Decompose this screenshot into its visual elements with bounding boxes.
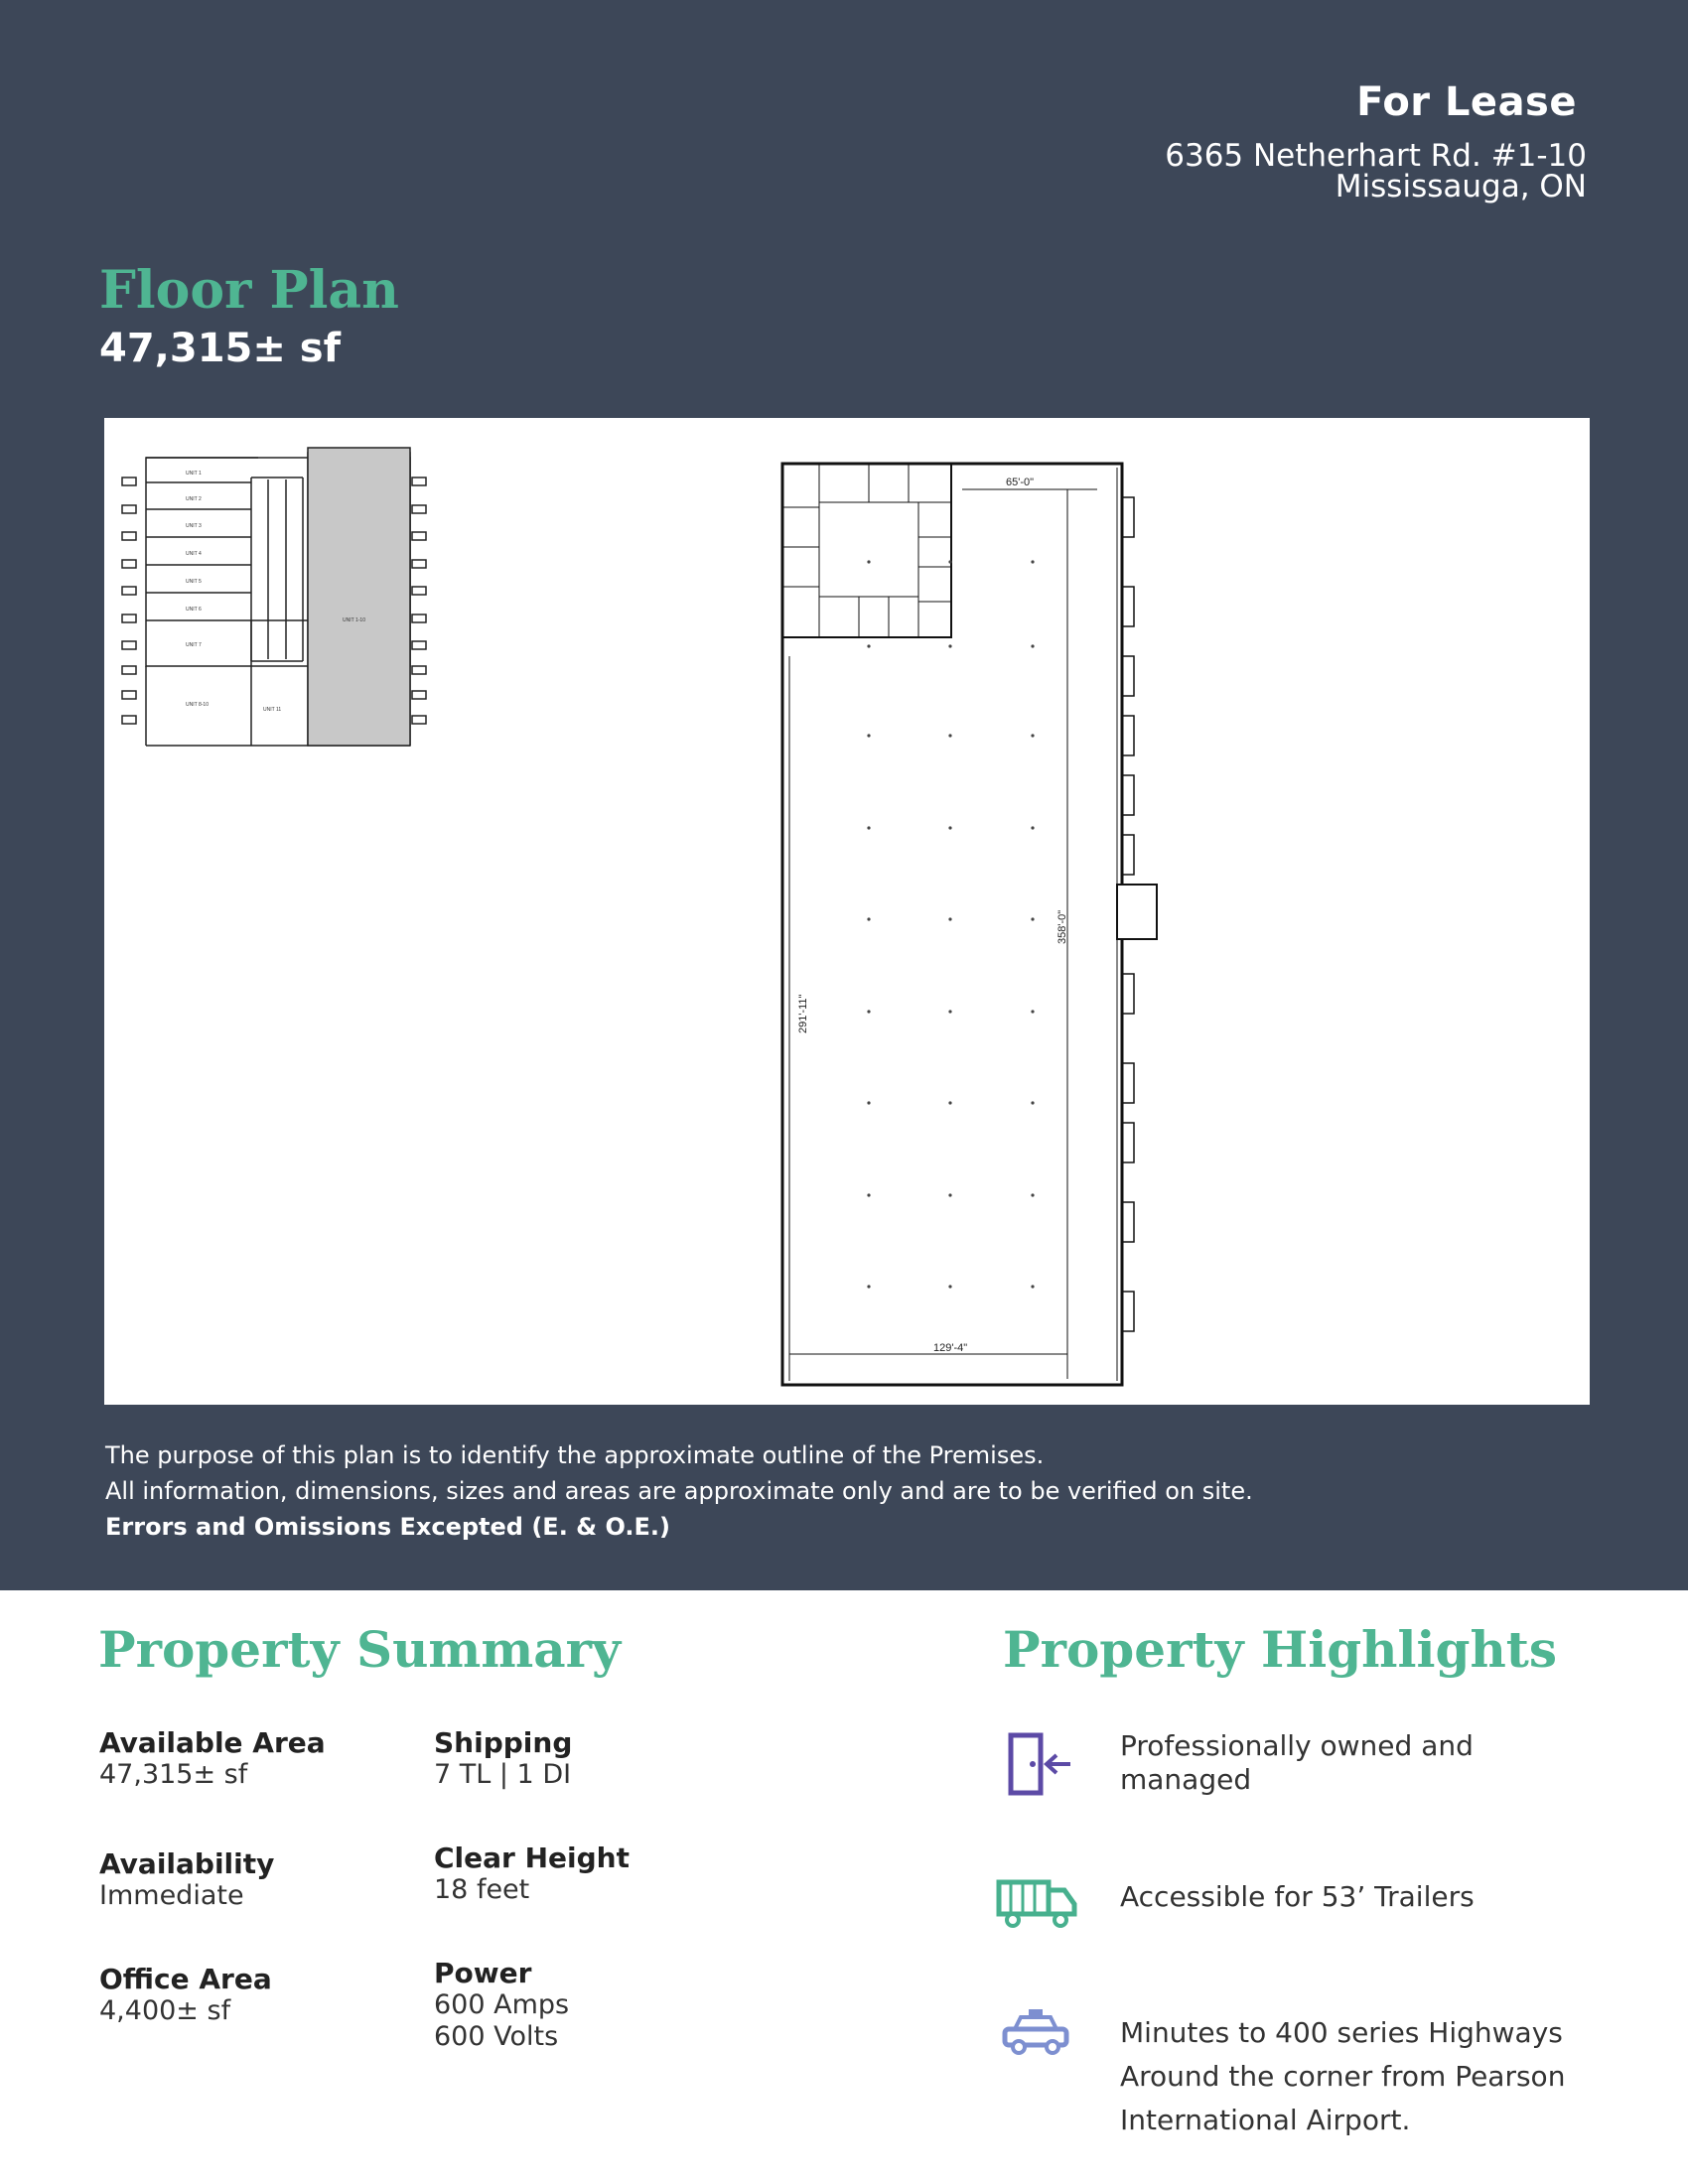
dimension-right: 358'-0": [1056, 909, 1068, 944]
key-unit-label: UNIT 11: [263, 707, 282, 713]
summary-value: 600 Amps: [434, 1989, 570, 2020]
address-line-1: 6365 Netherhart Rd. #1-10: [1165, 138, 1587, 174]
summary-label: Clear Height: [434, 1842, 630, 1874]
floor-plan-image: [104, 418, 1590, 1405]
disclaimer-line-2: All information, dimensions, sizes and areas are approximate only and are to be verified on site.: [105, 1477, 1253, 1505]
key-unit-label: UNIT 1: [186, 471, 202, 477]
disclaimer-line-3: Errors and Omissions Excepted (E. & O.E.): [105, 1513, 670, 1541]
property-summary-title: Property Summary: [98, 1620, 622, 1679]
key-unit-label: UNIT 2: [186, 496, 202, 502]
summary-value: 47,315± sf: [99, 1759, 248, 1790]
key-unit-label: UNIT 7: [186, 642, 202, 648]
key-unit-label: UNIT 1-10: [343, 617, 365, 623]
for-lease-heading: For Lease: [1356, 79, 1577, 125]
address-line-2: Mississauga, ON: [1335, 169, 1587, 205]
disclaimer: [105, 1437, 1253, 1545]
summary-shipping: [434, 1727, 572, 1791]
dimension-top: 65'-0": [1006, 477, 1035, 488]
truck-icon: [995, 1874, 1080, 1935]
highlight-item: Professionally owned and managed: [1120, 1729, 1474, 1796]
summary-availability: [99, 1848, 274, 1912]
floor-plan-title: Floor Plan: [99, 260, 399, 321]
dimension-bottom: 129'-4": [933, 1342, 968, 1354]
summary-value: 4,400± sf: [99, 1995, 231, 2026]
summary-label: Office Area: [99, 1963, 272, 1995]
summary-clear-height: [434, 1843, 630, 1906]
summary-power: [434, 1958, 569, 2053]
property-address: [1165, 138, 1587, 205]
key-unit-label: UNIT 6: [186, 607, 202, 613]
summary-value: 7 TL | 1 DI: [434, 1759, 572, 1790]
summary-label: Power: [434, 1957, 532, 1989]
floor-plan-drawing: [104, 418, 1590, 1405]
summary-office-area: [99, 1964, 272, 2027]
summary-label: Shipping: [434, 1726, 573, 1759]
summary-value: 18 feet: [434, 1874, 530, 1905]
column-grid: [867, 560, 1034, 1288]
highlight-item: Minutes to 400 series Highways Around the corner from Pearson International Airport.: [1120, 2016, 1566, 2136]
summary-value-2: 600 Volts: [434, 2021, 559, 2052]
main-plan: [782, 464, 1157, 1385]
key-unit-label: UNIT 5: [186, 579, 202, 585]
summary-label: Available Area: [99, 1726, 326, 1759]
car-icon: [1001, 2007, 1070, 2062]
key-unit-label: UNIT 8-10: [186, 702, 209, 708]
floor-plan-area: 47,315± sf: [99, 326, 342, 371]
highlight-item: Accessible for 53’ Trailers: [1120, 1880, 1475, 1913]
property-highlights-title: Property Highlights: [1003, 1620, 1558, 1679]
summary-value: Immediate: [99, 1880, 244, 1911]
key-unit-label: UNIT 3: [186, 523, 202, 529]
summary-available-area: [99, 1727, 326, 1791]
summary-label: Availability: [99, 1847, 275, 1880]
key-unit-label: UNIT 4: [186, 551, 202, 557]
disclaimer-line-1: The purpose of this plan is to identify the approximate outline of the Premises.: [105, 1441, 1045, 1469]
dimension-left: 291'-11": [797, 994, 809, 1033]
door-enter-icon: [1005, 1731, 1074, 1802]
